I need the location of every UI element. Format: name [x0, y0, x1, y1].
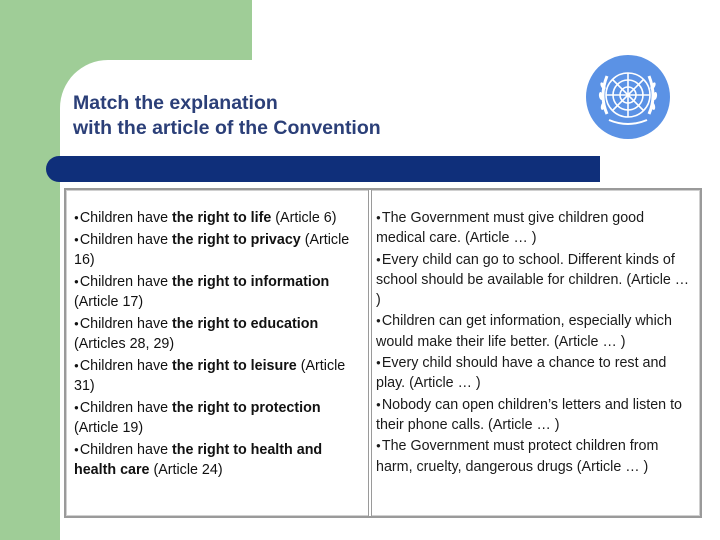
- right-name: the right to life: [172, 210, 272, 226]
- decorative-green-strip: [0, 0, 60, 540]
- bullet-icon: ●: [376, 399, 381, 409]
- explanation-item: ●The Government must protect children from harm, cruelty, dangerous drugs (Article … ): [376, 438, 659, 475]
- bullet-icon: ●: [74, 213, 79, 222]
- right-item: ●Children have the right to protection (Article 19): [74, 399, 321, 436]
- right-name: the right to privacy: [172, 231, 301, 248]
- explanation-item: ●Nobody can open children’s letters and listen to their phone calls. (Article … ): [376, 396, 683, 433]
- title-divider-bar: [46, 156, 600, 182]
- explanation-item: ●Every child can go to school. Different kinds of school should be available for children. (Article … ): [376, 251, 690, 309]
- explanation-item: ●The Government must give children good medical care. (Article … ): [376, 210, 645, 247]
- bullet-icon: ●: [74, 318, 79, 328]
- explanations-column: [376, 208, 696, 478]
- matching-table: [64, 188, 702, 518]
- right-name: the right to education: [172, 315, 319, 332]
- un-emblem-icon: [585, 54, 671, 140]
- explanation-item: ●Children can get information, especially which would make their life better. (Article … ): [376, 313, 672, 350]
- bullet-icon: ●: [376, 213, 381, 222]
- bullet-icon: ●: [74, 444, 79, 454]
- right-item: ●Children have the right to privacy (Article 16): [74, 231, 350, 268]
- right-name: the right to information: [172, 273, 330, 290]
- right-name: the right to protection: [172, 399, 321, 416]
- right-item: ●Children have the right to information (Article 17): [74, 273, 330, 310]
- bullet-icon: ●: [376, 316, 381, 326]
- slide-title: [73, 91, 543, 141]
- bullet-icon: ●: [376, 358, 381, 368]
- title-line-1: Match the explanation: [73, 92, 278, 114]
- bullet-icon: ●: [376, 254, 381, 264]
- right-item: ●Children have the right to education (Articles 28, 29): [74, 315, 319, 352]
- right-name: the right to leisure: [172, 357, 297, 374]
- bullet-icon: ●: [376, 441, 381, 451]
- bullet-icon: ●: [74, 360, 79, 370]
- title-line-2: with the article of the Convention: [73, 117, 381, 139]
- right-item: ●Children have the right to health and health care (Article 24): [74, 441, 323, 478]
- column-divider: [368, 190, 372, 516]
- rights-column: [74, 208, 360, 482]
- right-name: the right to health and health care: [74, 441, 323, 478]
- bullet-icon: ●: [74, 402, 79, 412]
- explanation-item: ●Every child should have a chance to rest and play. (Article … ): [376, 355, 667, 392]
- bullet-icon: ●: [74, 234, 79, 244]
- right-item: ●Children have the right to leisure (Article 31): [74, 357, 346, 394]
- bullet-icon: ●: [74, 276, 79, 286]
- right-item: ●Children have the right to life (Article 6): [74, 210, 337, 226]
